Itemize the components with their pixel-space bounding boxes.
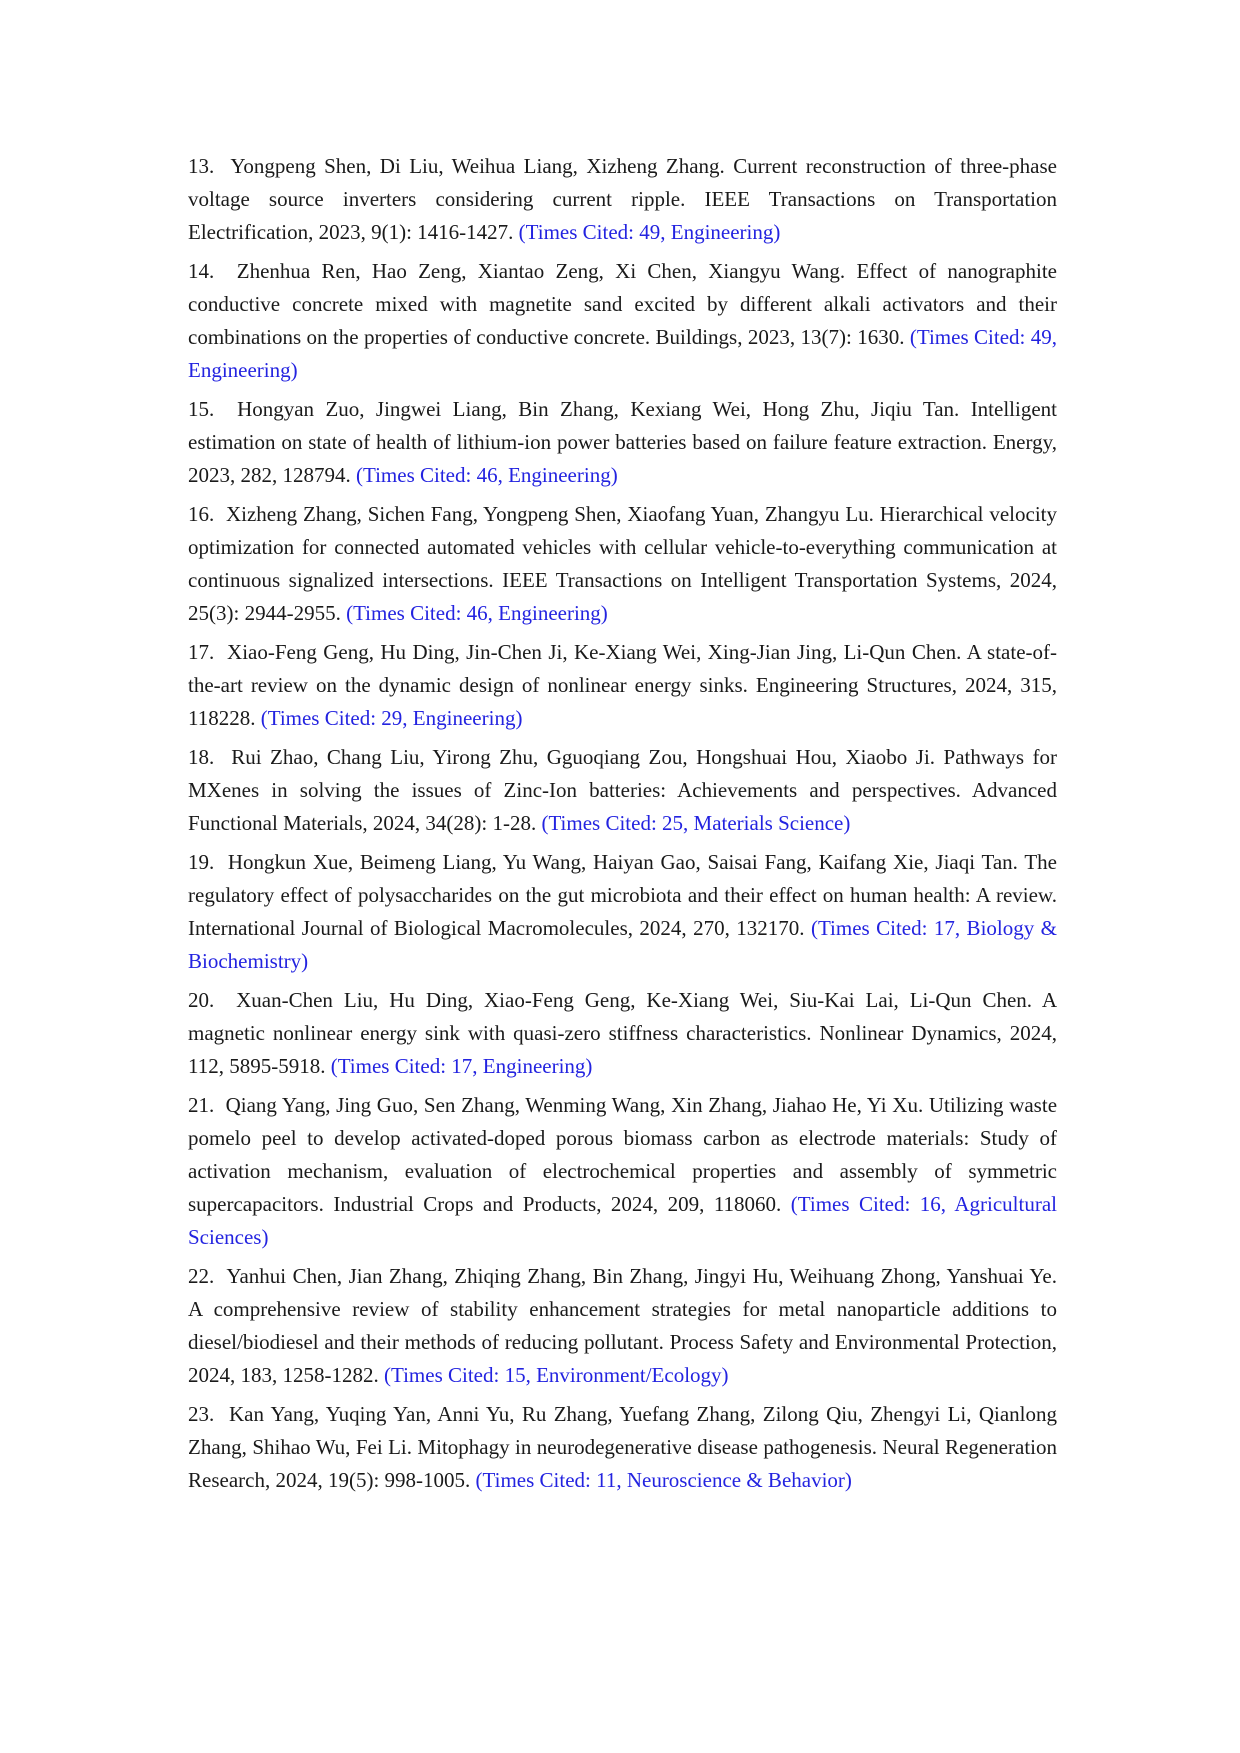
times-cited: (Times Cited: 25, Materials Science) (541, 811, 851, 835)
reference-item (188, 150, 1057, 249)
reference-text: Xuan-Chen Liu, Hu Ding, Xiao-Feng Geng, Ke-Xiang Wei, Siu-Kai Lai, Li-Qun Chen. A magnetic nonlinear energy sink with quasi-zero stiffness characteristics. Nonlinear Dynamics, 2024, 112, 5895-5918. (188, 988, 1057, 1078)
times-cited: (Times Cited: 15, Environment/Ecology) (384, 1363, 729, 1387)
reference-item (188, 393, 1057, 492)
reference-item (188, 255, 1057, 387)
reference-item (188, 846, 1057, 978)
reference-number: 22. (188, 1264, 215, 1288)
reference-number: 15. (188, 397, 215, 421)
reference-number: 16. (188, 502, 215, 526)
reference-item (188, 1260, 1057, 1392)
reference-item (188, 741, 1057, 840)
reference-item (188, 1089, 1057, 1254)
times-cited: (Times Cited: 29, Engineering) (260, 706, 523, 730)
reference-number: 23. (188, 1402, 215, 1426)
times-cited: (Times Cited: 46, Engineering) (346, 601, 608, 625)
reference-text: Yongpeng Shen, Di Liu, Weihua Liang, Xizheng Zhang. Current reconstruction of three-phase voltage source inverters considering current ripple. IEEE Transactions on Transportation Electrification, 2023, 9(1): 1416-1427. (188, 154, 1057, 244)
reference-text: Hongkun Xue, Beimeng Liang, Yu Wang, Haiyan Gao, Saisai Fang, Kaifang Xie, Jiaqi Tan. The regulatory effect of polysaccharides on the gut microbiota and their effect on human health: A review. International Journal of Biological Macromolecules, 2024, 270, 132170. (188, 850, 1058, 940)
reference-text: Kan Yang, Yuqing Yan, Anni Yu, Ru Zhang, Yuefang Zhang, Zilong Qiu, Zhengyi Li, Qianlong Zhang, Shihao Wu, Fei Li. Mitophagy in neurodegenerative disease pathogenesis. Neural Regeneration Research, 2024, 19(5): 998-1005. (188, 1402, 1057, 1492)
times-cited: (Times Cited: 17, Engineering) (330, 1054, 593, 1078)
reference-number: 14. (188, 259, 215, 283)
reference-number: 13. (188, 154, 215, 178)
reference-item (188, 498, 1057, 630)
times-cited: (Times Cited: 46, Engineering) (356, 463, 618, 487)
reference-item (188, 636, 1057, 735)
reference-text: Qiang Yang, Jing Guo, Sen Zhang, Wenming Wang, Xin Zhang, Jiahao He, Yi Xu. Utilizing waste pomelo peel to develop activated-doped porous biomass carbon as electrode materials: Study of activation mechanism, evaluation of electrochemical properties and assembly of symmetric supercapacitors. Industrial Crops and Products, 2024, 209, 118060. (188, 1093, 1058, 1216)
reference-text: Xiao-Feng Geng, Hu Ding, Jin-Chen Ji, Ke-Xiang Wei, Xing-Jian Jing, Li-Qun Chen. A state-of-the-art review on the dynamic design of nonlinear energy sinks. Engineering Structures, 2024, 315, 118228. (188, 640, 1057, 730)
times-cited: (Times Cited: 49, Engineering) (188, 325, 1058, 382)
reference-text: Yanhui Chen, Jian Zhang, Zhiqing Zhang, Bin Zhang, Jingyi Hu, Weihuang Zhong, Yanshuai Ye. A comprehensive review of stability enhancement strategies for metal nanoparticle additions to diesel/biodiesel and their methods of reducing pollutant. Process Safety and Environmental Protection, 2024, 183, 1258-1282. (188, 1264, 1057, 1387)
reference-number: 19. (188, 850, 215, 874)
reference-text: Zhenhua Ren, Hao Zeng, Xiantao Zeng, Xi Chen, Xiangyu Wang. Effect of nanographite conductive concrete mixed with magnetite sand excited by different alkali activators and their combinations on the properties of conductive concrete. Buildings, 2023, 13(7): 1630. (188, 259, 1057, 349)
reference-number: 20. (188, 988, 215, 1012)
times-cited: (Times Cited: 49, Engineering) (518, 220, 781, 244)
reference-item (188, 1398, 1057, 1497)
reference-item (188, 984, 1057, 1083)
times-cited: (Times Cited: 16, Agricultural Sciences) (188, 1192, 1057, 1249)
reference-text: Rui Zhao, Chang Liu, Yirong Zhu, Gguoqiang Zou, Hongshuai Hou, Xiaobo Ji. Pathways for MXenes in solving the issues of Zinc-Ion batteries: Achievements and perspectives. Advanced Functional Materials, 2024, 34(28): 1-28. (188, 745, 1057, 835)
reference-text: Xizheng Zhang, Sichen Fang, Yongpeng Shen, Xiaofang Yuan, Zhangyu Lu. Hierarchical velocity optimization for connected automated vehicles with cellular vehicle-to-everything communication at continuous signalized intersections. IEEE Transactions on Intelligent Transportation Systems, 2024, 25(3): 2944-2955. (188, 502, 1057, 625)
times-cited: (Times Cited: 11, Neuroscience & Behavior) (475, 1468, 852, 1492)
reference-list (188, 150, 1057, 1503)
reference-number: 21. (188, 1093, 215, 1117)
times-cited: (Times Cited: 17, Biology & Biochemistry) (188, 916, 1057, 973)
reference-number: 18. (188, 745, 215, 769)
reference-number: 17. (188, 640, 215, 664)
reference-text: Hongyan Zuo, Jingwei Liang, Bin Zhang, Kexiang Wei, Hong Zhu, Jiqiu Tan. Intelligent estimation on state of health of lithium-ion power batteries based on failure feature extraction. Energy, 2023, 282, 128794. (188, 397, 1057, 487)
